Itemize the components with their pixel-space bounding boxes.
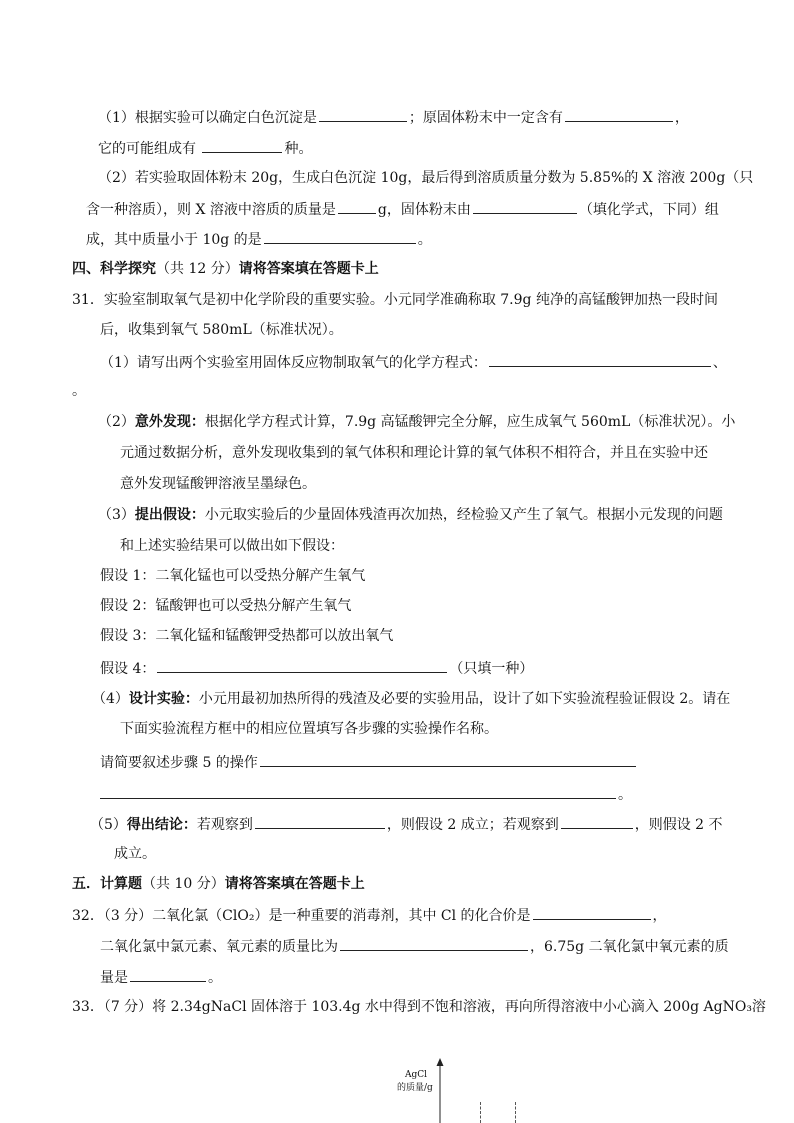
q31-sub2-line2	[120, 443, 708, 463]
text: （1）请写出两个实验室用固体反应物制取氧气的化学方程式：	[100, 355, 487, 371]
q31-line2	[100, 320, 343, 340]
hypothesis-2	[100, 596, 351, 616]
q32-line2	[100, 935, 729, 957]
axis-arrowhead	[437, 1058, 444, 1066]
q31-sub2-line1	[98, 412, 735, 432]
text: 33．（7 分）将 2.34gNaCl 固体溶于 103.4g 水中得到不饱和溶液，再向所得溶液中小心滴入 200g AgNO₃溶	[72, 999, 766, 1015]
text: 含一种溶质），则 X 溶液中溶质的质量是	[86, 202, 336, 218]
text: 假设 4：	[100, 661, 156, 677]
figure-ylabel-2: 的质量/g	[397, 1083, 433, 1093]
text: （5）	[90, 817, 127, 833]
answer-blank[interactable]	[338, 198, 376, 214]
answer-blank[interactable]	[264, 228, 416, 244]
text: 下面实验流程方框中的相应位置填写各步骤的实验操作名称。	[120, 721, 498, 737]
answer-blank[interactable]	[561, 813, 633, 829]
text: 。	[417, 232, 432, 248]
answer-blank[interactable]	[202, 137, 282, 153]
text: 元通过数据分析，意外发现收集到的氧气体积和理论计算的氧气体积不相符合，并且在实验中还	[120, 445, 708, 461]
text: ，则假设 2 不	[634, 817, 723, 833]
text: ，	[652, 908, 667, 924]
q31-sub1	[100, 351, 727, 373]
section-score: （共 12 分）	[156, 261, 239, 277]
answer-blank[interactable]	[100, 783, 616, 799]
section-title: 四、科学探究	[72, 261, 156, 277]
section-5-heading	[72, 874, 365, 894]
text: 意外发现锰酸钾溶液呈墨绿色。	[120, 476, 316, 492]
answer-blank[interactable]	[565, 106, 673, 122]
section-note: 请将答案填在答题卡上	[238, 261, 379, 277]
section-title: 五．计算题	[72, 876, 142, 892]
text: g，固体粉末由	[377, 202, 471, 218]
text: 它的可能组成有	[98, 141, 196, 157]
text: 量是	[100, 970, 128, 986]
q33-line1	[72, 997, 766, 1017]
hypothesis-4	[100, 657, 533, 679]
text: 。	[72, 383, 86, 399]
answer-blank[interactable]	[473, 198, 577, 214]
text: 假设 2：锰酸钾也可以受热分解产生氧气	[100, 598, 352, 614]
section-4-heading	[72, 259, 379, 279]
text: ，则假设 2 成立；若观察到	[386, 817, 559, 833]
text: （填化学式，下同）组	[578, 202, 719, 218]
text: 假设 1：二氧化锰也可以受热分解产生氧气	[100, 568, 366, 584]
subheading: 意外发现：	[134, 414, 205, 430]
text: （2）	[98, 414, 135, 430]
text: 。	[618, 787, 632, 803]
q31-sub5-line1	[90, 813, 723, 835]
text: 根据化学方程式计算，7.9g 高锰酸钾完全分解，应生成氧气 560mL（标准状况）。小	[204, 414, 736, 430]
q31-sub4-line1	[92, 689, 730, 709]
text: 假设 3：二氧化锰和锰酸钾受热都可以放出氧气	[100, 628, 394, 644]
q32-line1	[72, 904, 667, 926]
q31-sub4-line2	[120, 719, 498, 739]
text: 后，收集到氧气 580mL（标准状况）。	[100, 322, 343, 338]
answer-blank[interactable]	[319, 106, 407, 122]
figure-ylabel-1: AgCl	[405, 1070, 428, 1080]
q31-sub2-line3	[120, 474, 316, 494]
figure-y-axis	[434, 1058, 446, 1123]
q31-sub3-line1	[98, 505, 723, 525]
text: 成立。	[114, 846, 156, 862]
subheading: 得出结论：	[126, 817, 197, 833]
figure-dashed-guide	[480, 1102, 481, 1123]
answer-blank[interactable]	[340, 935, 528, 951]
q31-sub1-end	[72, 381, 86, 401]
answer-blank[interactable]	[533, 904, 651, 920]
text: （3）	[98, 507, 135, 523]
q31-line1	[72, 290, 718, 310]
q31-sub4-step5	[100, 751, 638, 773]
text: （只填一种）	[449, 661, 534, 677]
q30-part1-line1	[98, 106, 689, 128]
text: 32．（3 分）二氧化氯（ClO₂）是一种重要的消毒剂，其中 Cl 的化合价是	[72, 908, 531, 924]
answer-blank[interactable]	[489, 351, 711, 367]
q31-sub4-step5-cont	[100, 783, 632, 805]
text: 二氧化氯中氯元素、氧元素的质量比为	[100, 939, 338, 955]
q30-part2-line1	[98, 168, 753, 188]
text: 31．实验室制取氧气是初中化学阶段的重要实验。小元同学准确称取 7.9g 纯净的高锰酸钾加热一段时间	[72, 292, 718, 308]
q30-part1-line2	[98, 137, 312, 159]
text: 种。	[284, 141, 313, 157]
text: （4）	[92, 691, 129, 707]
section-score: （共 10 分）	[142, 876, 225, 892]
answer-blank[interactable]	[255, 813, 385, 829]
text: 和上述实验结果可以做出如下假设：	[120, 538, 344, 554]
q31-sub3-line2	[120, 536, 344, 556]
text: ，	[674, 110, 689, 126]
text: 小元取实验后的少量固体残渣再次加热，经检验又产生了氧气。根据小元发现的问题	[204, 507, 723, 523]
text: ，6.75g 二氧化氯中氧元素的质	[530, 939, 729, 955]
hypothesis-1	[100, 566, 365, 586]
answer-blank[interactable]	[157, 657, 447, 673]
answer-blank[interactable]	[130, 966, 206, 982]
answer-blank[interactable]	[260, 751, 636, 767]
text: （1）根据实验可以确定白色沉淀是	[98, 110, 317, 126]
text: 成，其中质量小于 10g 的是	[86, 232, 262, 248]
text: 小元用最初加热所得的残渣及必要的实验用品，设计了如下实验流程验证假设 2。请在	[198, 691, 731, 707]
subheading: 提出假设：	[134, 507, 205, 523]
text: 。	[208, 970, 222, 986]
figure-dashed-guide	[515, 1102, 516, 1123]
text: ；原固体粉末中一定含有	[408, 110, 563, 126]
hypothesis-3	[100, 626, 393, 646]
q32-line3	[100, 966, 222, 988]
q30-part2-line2	[86, 198, 719, 220]
text: 请简要叙述步骤 5 的操作	[100, 755, 258, 771]
q31-sub5-line2	[114, 844, 156, 864]
section-note: 请将答案填在答题卡上	[224, 876, 365, 892]
text: 、	[712, 355, 727, 371]
q30-part2-line3	[86, 228, 432, 250]
subheading: 设计实验：	[128, 691, 199, 707]
text: 若观察到	[196, 817, 253, 833]
text: （2）若实验取固体粉末 20g，生成白色沉淀 10g，最后得到溶质质量分数为 5.85%的 X 溶液 200g（只	[98, 170, 754, 186]
